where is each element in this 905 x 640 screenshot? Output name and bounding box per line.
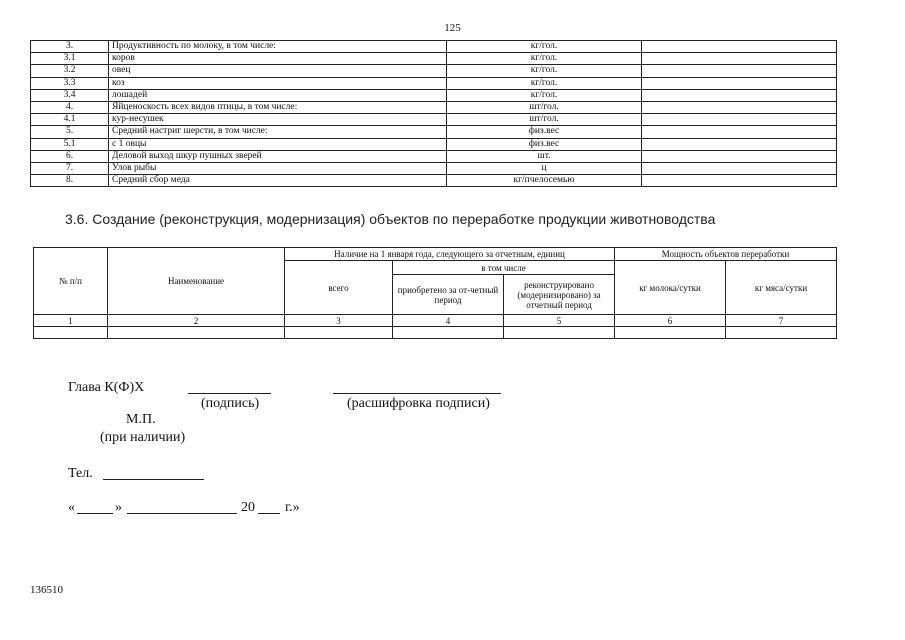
- row-name: овец: [109, 65, 447, 77]
- col-header-milk: кг молока/сутки: [615, 261, 726, 315]
- index-cell: 5: [504, 315, 615, 327]
- row-number: 4.: [31, 101, 109, 113]
- row-number: 7.: [31, 162, 109, 174]
- table-cell: [108, 327, 285, 339]
- col-header-meat: кг мяса/сутки: [726, 261, 837, 315]
- col-subgroup-including: в том числе: [393, 261, 615, 275]
- row-unit: ц: [447, 162, 642, 174]
- decoding-line: [333, 393, 501, 394]
- table-row: [31, 41, 837, 53]
- row-unit: кг/гол.: [447, 65, 642, 77]
- row-value: [642, 77, 837, 89]
- row-number: 5.: [31, 126, 109, 138]
- row-number: 3.3: [31, 77, 109, 89]
- date-open-quote: «: [68, 500, 75, 515]
- row-name: Средний сбор меда: [109, 175, 447, 187]
- table-row: [31, 89, 837, 101]
- table-row: [31, 101, 837, 113]
- row-number: 3.: [31, 41, 109, 53]
- table-row: [31, 150, 837, 162]
- table-cell: [34, 327, 108, 339]
- index-cell: 3: [285, 315, 393, 327]
- row-number: 5.1: [31, 138, 109, 150]
- processing-objects-table: [33, 247, 837, 339]
- row-value: [642, 53, 837, 65]
- phone-label: Тел.: [68, 466, 93, 481]
- row-number: 6.: [31, 150, 109, 162]
- row-unit: кг/пчелосемью: [447, 175, 642, 187]
- table-row: [31, 126, 837, 138]
- row-name: коров: [109, 53, 447, 65]
- table-cell: [726, 327, 837, 339]
- productivity-table: [30, 40, 837, 187]
- row-name: кур-несушек: [109, 114, 447, 126]
- index-cell: 6: [615, 315, 726, 327]
- col-header-name: Наименование: [108, 248, 285, 315]
- table-row: [31, 175, 837, 187]
- section-heading: 3.6. Создание (реконструкция, модернизация) объектов по переработке продукции животноводства: [65, 211, 716, 227]
- row-unit: шт/гол.: [447, 101, 642, 113]
- row-value: [642, 89, 837, 101]
- year-prefix: 20: [241, 500, 255, 515]
- row-unit: кг/гол.: [447, 53, 642, 65]
- row-name: Деловой выход шкур пушных зверей: [109, 150, 447, 162]
- col-header-total: всего: [285, 261, 393, 315]
- phone-line: [103, 479, 204, 480]
- row-name: Продуктивность по молоку, в том числе:: [109, 41, 447, 53]
- row-number: 3.4: [31, 89, 109, 101]
- row-unit: физ.вес: [447, 138, 642, 150]
- form-code: 136510: [30, 584, 63, 596]
- row-number: 3.1: [31, 53, 109, 65]
- index-cell: 7: [726, 315, 837, 327]
- row-name: коз: [109, 77, 447, 89]
- row-unit: кг/гол.: [447, 89, 642, 101]
- index-cell: 4: [393, 315, 504, 327]
- col-header-num: № п/п: [34, 248, 108, 315]
- day-line: [77, 513, 113, 514]
- index-cell: 2: [108, 315, 285, 327]
- row-number: 3.2: [31, 65, 109, 77]
- head-label: Глава К(Ф)Х: [68, 380, 145, 395]
- row-unit: физ.вес: [447, 126, 642, 138]
- row-unit: кг/гол.: [447, 41, 642, 53]
- table-row: [31, 114, 837, 126]
- row-value: [642, 150, 837, 162]
- signature-line: [188, 393, 271, 394]
- table-row: [31, 77, 837, 89]
- row-name: Средний настриг шерсти, в том числе:: [109, 126, 447, 138]
- col-group-availability: Наличие на 1 января года, следующего за отчетным, единиц: [285, 248, 615, 261]
- table-cell: [504, 327, 615, 339]
- date-close-quote: »: [115, 500, 122, 515]
- signature-caption: (подпись): [201, 396, 260, 411]
- index-cell: 1: [34, 315, 108, 327]
- stamp-label: М.П.: [126, 412, 156, 427]
- decoding-caption: (расшифровка подписи): [347, 396, 490, 411]
- row-name: Улов рыбы: [109, 162, 447, 174]
- table-row: [31, 138, 837, 150]
- row-value: [642, 65, 837, 77]
- page-number: 125: [444, 22, 461, 34]
- row-unit: шт/гол.: [447, 114, 642, 126]
- row-value: [642, 162, 837, 174]
- row-unit: кг/гол.: [447, 77, 642, 89]
- table-cell: [393, 327, 504, 339]
- row-value: [642, 126, 837, 138]
- index-row: [34, 315, 837, 327]
- table-row: [31, 53, 837, 65]
- row-value: [642, 101, 837, 113]
- empty-data-row: [34, 327, 837, 339]
- row-name: Яйценоскость всех видов птицы, в том числе:: [109, 101, 447, 113]
- col-header-acquired: приобретено за от-четный период: [393, 275, 504, 315]
- month-line: [127, 513, 237, 514]
- stamp-note: (при наличии): [100, 430, 186, 445]
- col-group-capacity: Мощность объектов переработки: [615, 248, 837, 261]
- row-unit: шт.: [447, 150, 642, 162]
- row-number: 8.: [31, 175, 109, 187]
- table-cell: [285, 327, 393, 339]
- row-value: [642, 138, 837, 150]
- row-value: [642, 41, 837, 53]
- col-header-reconstructed: реконструировано (модернизировано) за отчетный период: [504, 275, 615, 315]
- row-value: [642, 114, 837, 126]
- year-suffix: г.»: [285, 500, 300, 515]
- year-line: [258, 513, 280, 514]
- table-row: [31, 65, 837, 77]
- row-number: 4.1: [31, 114, 109, 126]
- row-name: лошадей: [109, 89, 447, 101]
- table-row: [31, 162, 837, 174]
- table-cell: [615, 327, 726, 339]
- row-name: с 1 овцы: [109, 138, 447, 150]
- row-value: [642, 175, 837, 187]
